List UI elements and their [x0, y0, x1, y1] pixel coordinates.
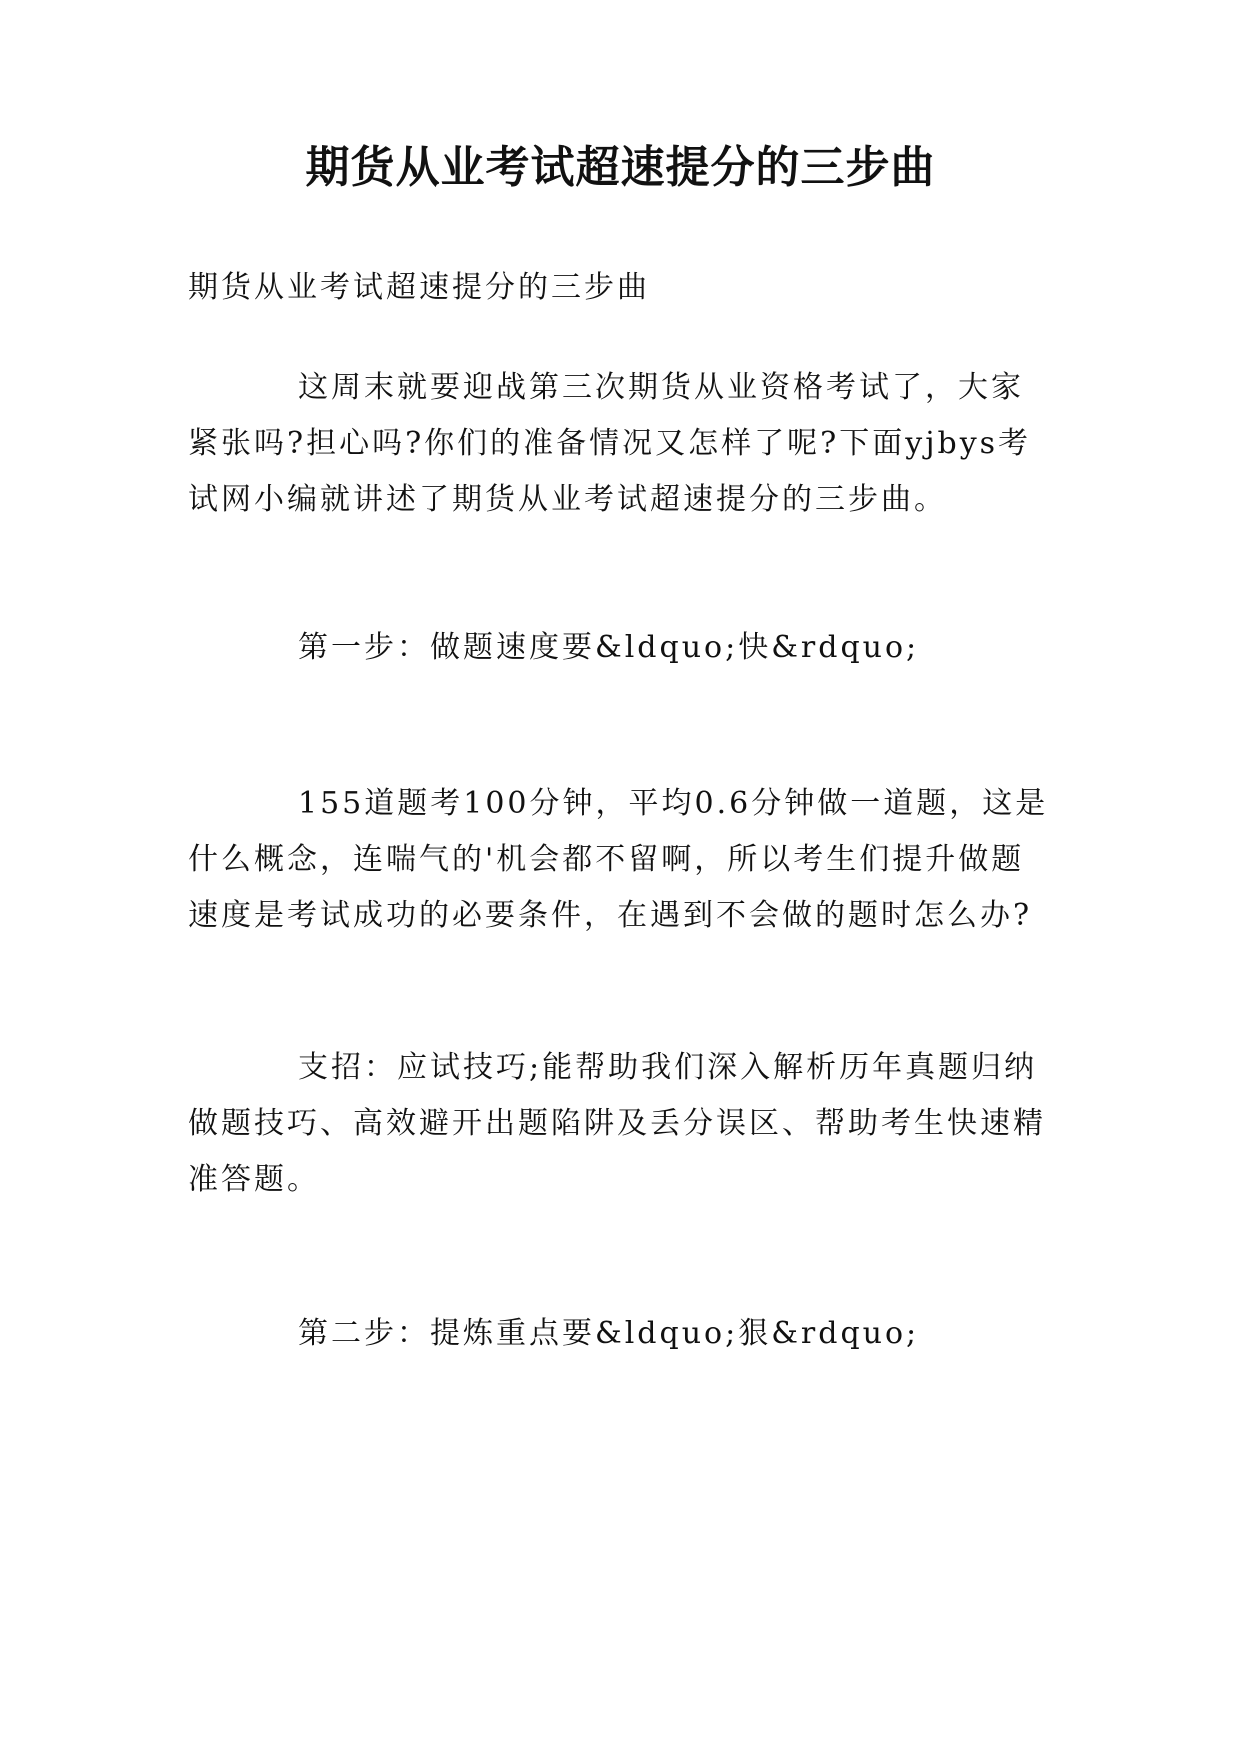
- step-one-heading: 第一步：做题速度要&ldquo;快&rdquo;: [298, 630, 920, 665]
- step-two-heading: 第二步：提炼重点要&ldquo;狠&rdquo;: [298, 1316, 920, 1351]
- intro-paragraph: 这周末就要迎战第三次期货从业资格考试了，大家紧张吗?担心吗?你们的准备情况又怎样了呢?下面yjbys考试网小编就讲述了期货从业考试超速提分的三步曲。: [188, 370, 1032, 517]
- page-title: 期货从业考试超速提分的三步曲: [305, 142, 936, 193]
- step-one-paragraph: 155道题考100分钟，平均0.6分钟做一道题，这是什么概念，连喘气的'机会都不留啊，所以考生们提升做题速度是考试成功的必要条件，在遇到不会做的题时怎么办?: [188, 786, 1049, 933]
- tip-paragraph: 支招：应试技巧;能帮助我们深入解析历年真题归纳做题技巧、高效避开出题陷阱及丢分误区、帮助考生快速精准答题。: [188, 1050, 1046, 1197]
- subtitle-paragraph: 期货从业考试超速提分的三步曲: [188, 270, 650, 305]
